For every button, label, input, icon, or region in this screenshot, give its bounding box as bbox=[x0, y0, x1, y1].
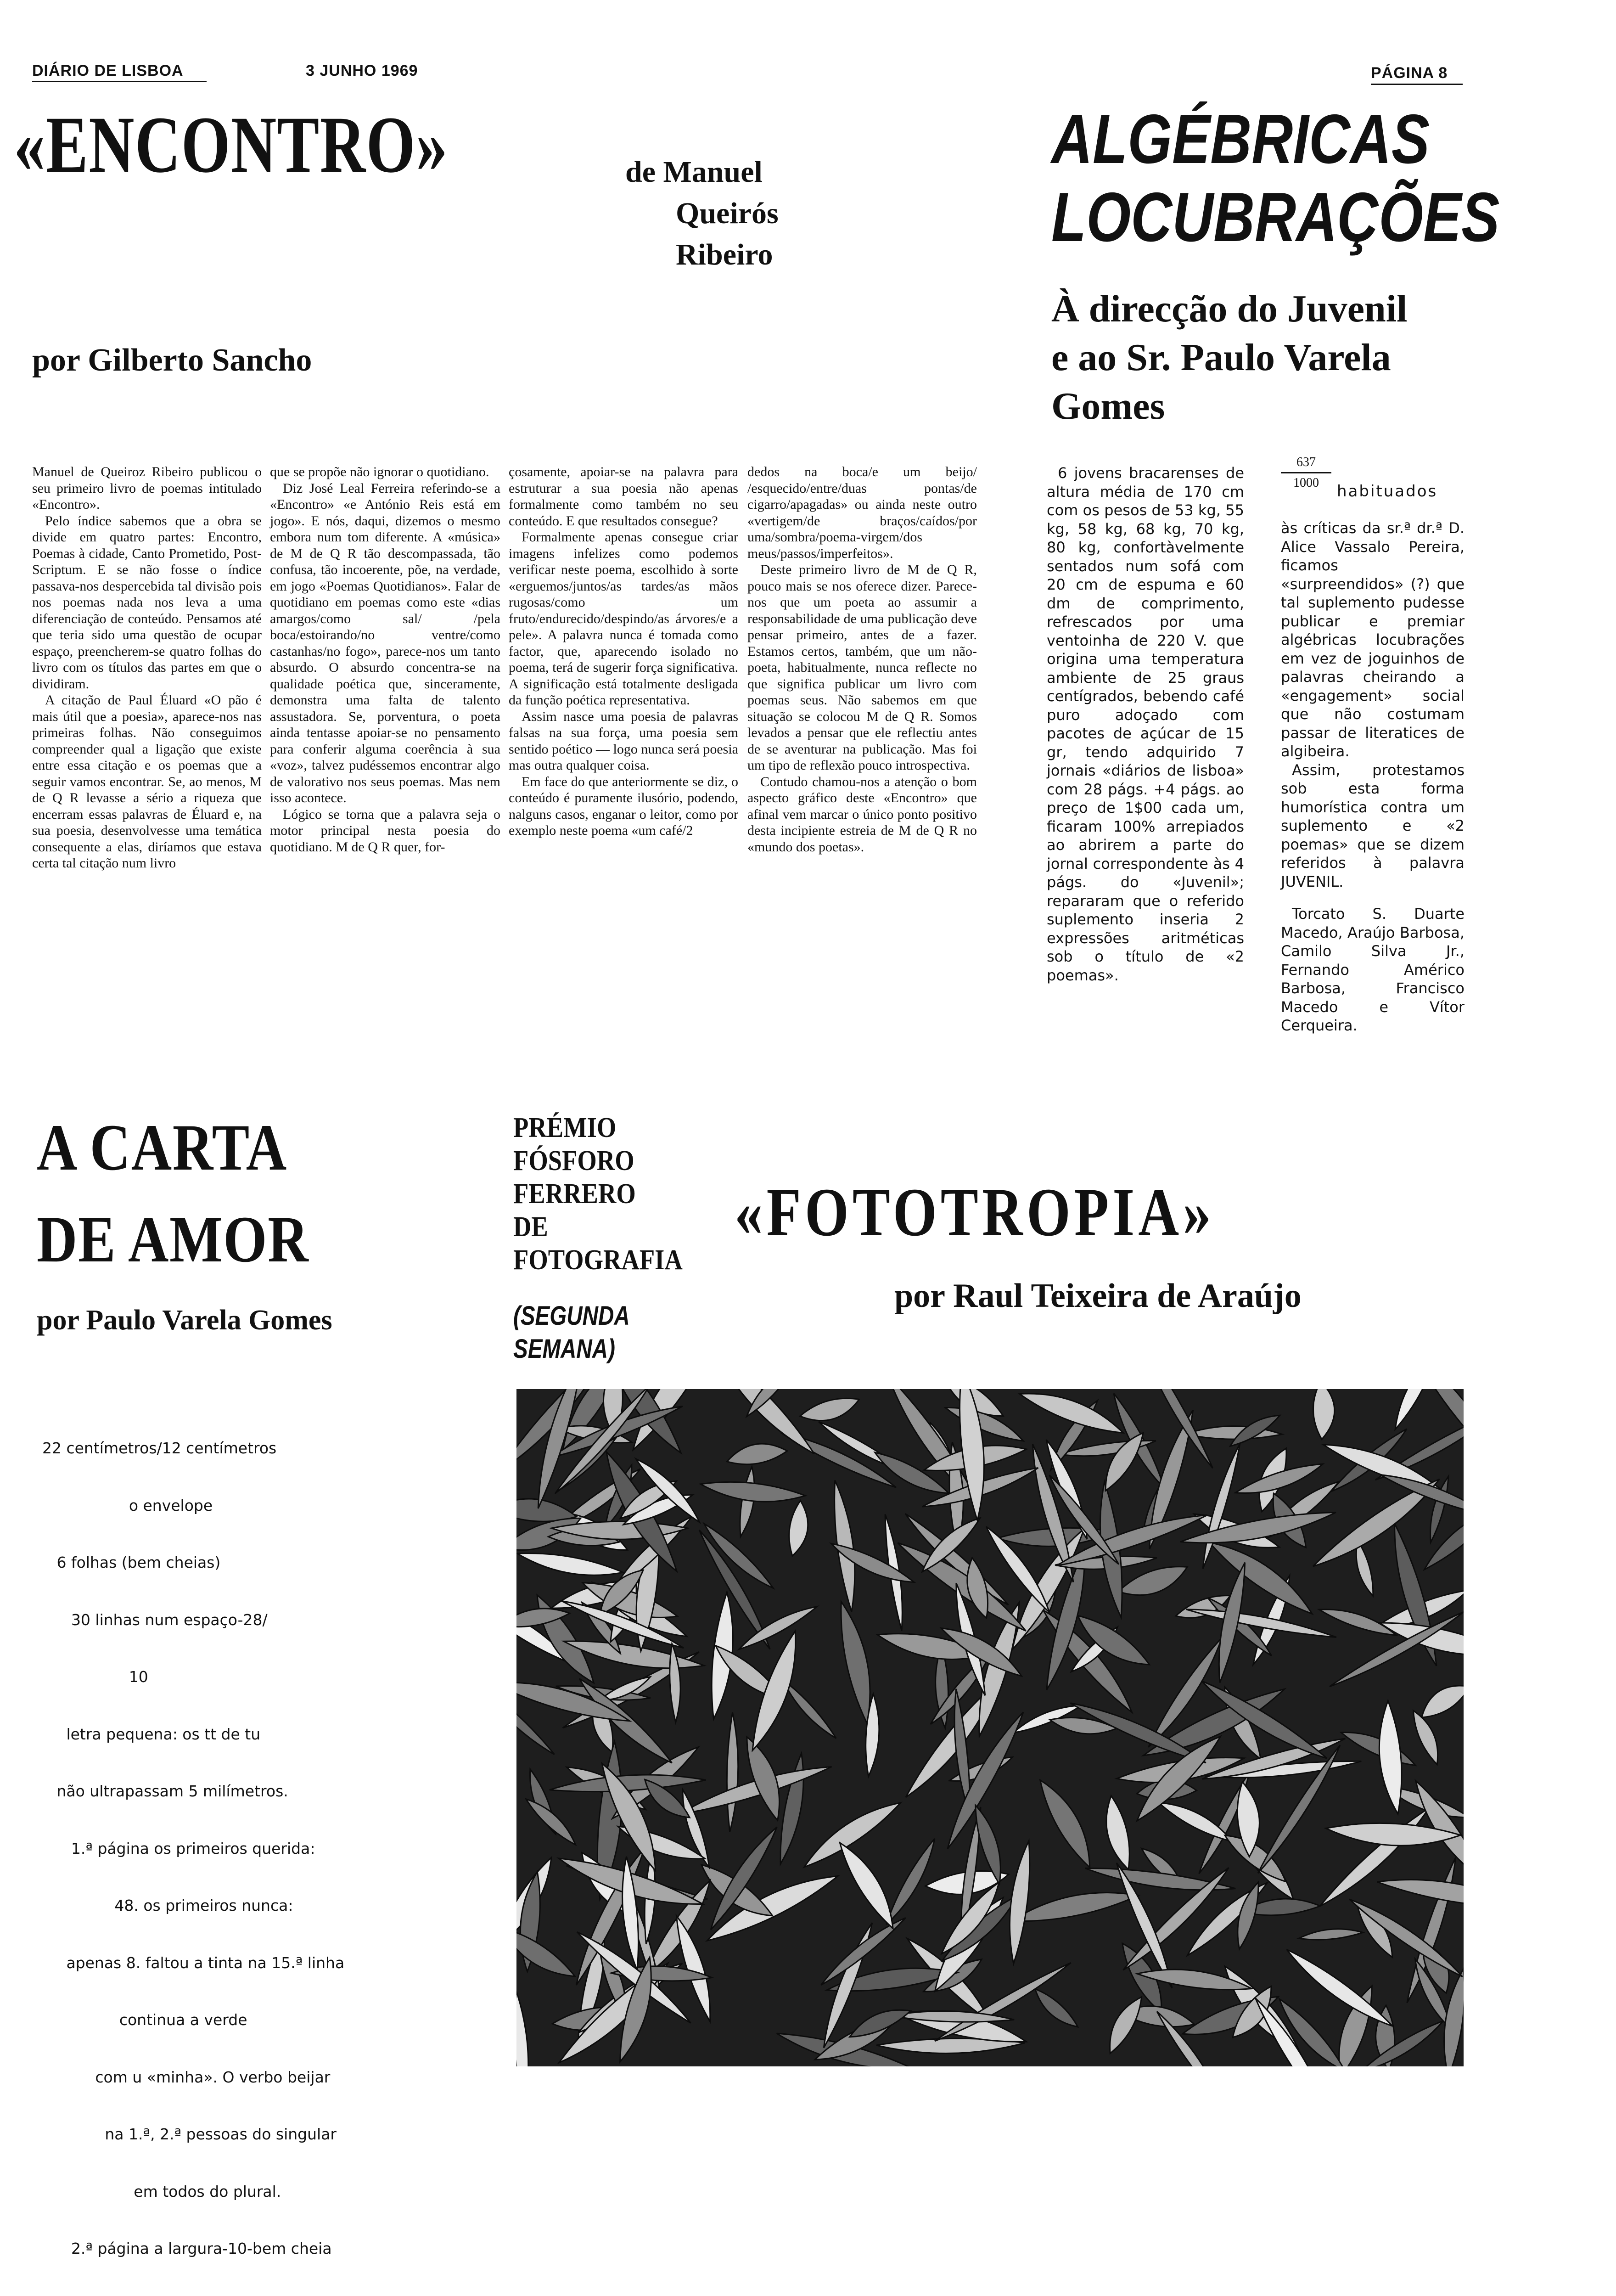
subtitle-line: Queirós bbox=[676, 197, 779, 230]
poem-line: na 1.ª, 2.ª pessoas do singular bbox=[42, 2125, 337, 2143]
premio-line: PRÉMIO bbox=[513, 1112, 617, 1143]
paragraph: Contudo chamou-nos a atenção o bom aspecto gráfico deste «Encontro» que afinal vem marcar o único ponto positivo desta incipiente estreia de M de Q R no «mundo dos poetas». bbox=[747, 774, 977, 855]
paragraph: Formalmente apenas consegue criar imagens infelizes como podemos verificar neste poema, escolhido à sorte «erguemos/juntos/as tardes/as mãos rugosas/como um fruto/endurecido/despindo/as árvores/e a pele». A palavra nunca é tomada como factor, que, aparecendo isolado no poema, terá de sugerir força significativa. A significação está totalmente desligada da função poética representativa. bbox=[509, 529, 738, 708]
deck-line: À direcção do Juvenil bbox=[1051, 287, 1408, 330]
title-line: A CARTA bbox=[37, 1111, 287, 1184]
poem-line: 6 folhas (bem cheias) bbox=[42, 1553, 221, 1571]
algebricas-title bbox=[1051, 100, 1598, 256]
encontro-title: «ENCONTRO» bbox=[14, 100, 449, 190]
paragraph: Deste primeiro livro de M de Q R, pouco mais se nos oferece dizer. Parece-nos que um poeta ao assumir a responsabilidade de uma publicação deve pensar primeiro, antes de a fazer. Estamos certos, também, que um não-poeta, habitualmente, nunca reflecte no que significa publicar um livro com poemas seus. Não sabemos em que situação se colocou M de Q R. Somos levados a pensar que ele reflectiu antes de se aventurar na publicação. Mas foi um tipo de reflexão pouco introspectiva. bbox=[747, 562, 977, 773]
premio-line: FÓSFORO bbox=[513, 1145, 634, 1176]
header-rule-right bbox=[1371, 84, 1463, 85]
paragraph: 6 jovens bracarenses de altura média de 170 cm com os pesos de 53 kg, 55 kg, 58 kg, 68 kg, 70 kg, 80 kg, confortàvelmente sentados num sofá com 20 cm de espuma e 60 dm de comprimento, refrescados por uma ventoinha de 220 V. que origina uma temperatura ambiente de 25 graus centígrados, bebendo café puro adoçado com pacotes de açúcar de 15 gr, tendo adquirido 7 jornais «diários de lisboa» com 28 págs. +4 págs. ao preço de 1$00 cada um, ficaram 100% arrepiados ao abrirem a parte do jornal correspondente às 4 págs. do «Juvenil»; repararam que o referido suplemento inseria 2 expressões aritméticas sob o título de «2 poemas». bbox=[1047, 464, 1244, 984]
paragraph: Manuel de Queiroz Ribeiro publicou o seu primeiro livro de poemas intitulado «Encontro». bbox=[32, 464, 262, 512]
deck-line: Gomes bbox=[1051, 385, 1165, 428]
carta-title bbox=[37, 1102, 357, 1286]
header-rule bbox=[32, 81, 207, 82]
carta-poem bbox=[42, 1401, 344, 2296]
paragraph: Assim nasce uma poesia de palavras falsas na sua força, uma poesia sem sentido poético — logo nunca será poesia mas outra qualquer coisa. bbox=[509, 709, 738, 773]
poem-line: o envelope bbox=[42, 1496, 213, 1514]
paragraph: Em face do que anteriormente se diz, o conteúdo é puramente ilusório, podendo, nalguns casos, enganar o leitor, como por exemplo neste poema «um café/2 bbox=[509, 774, 738, 838]
fraction bbox=[1281, 455, 1331, 490]
title-line: ALGÉBRICAS bbox=[1051, 100, 1430, 178]
encontro-subtitle bbox=[625, 152, 779, 276]
premio-line: FERRERO bbox=[513, 1178, 636, 1210]
fraction-tail: habituados bbox=[1337, 482, 1438, 501]
signatures: Torcato S. Duarte Macedo, Araújo Barbosa, Camilo Silva Jr., Fernando Américo Barbosa, Francisco Macedo e Vítor Cerqueira. bbox=[1281, 905, 1464, 1034]
poem-line: 22 centímetros/12 centímetros bbox=[42, 1439, 277, 1457]
fototropia-byline: por Raul Teixeira de Araújo bbox=[894, 1277, 1302, 1315]
premio-line: FOTOGRAFIA bbox=[513, 1244, 683, 1276]
poem-line: não ultrapassam 5 milímetros. bbox=[42, 1782, 288, 1800]
poem-line: 48. os primeiros nunca: bbox=[42, 1896, 293, 1914]
subtitle-line: Ribeiro bbox=[676, 238, 773, 271]
encontro-column-1 bbox=[32, 464, 262, 872]
algebricas-column-2 bbox=[1281, 519, 1464, 1035]
paragraph: Lógico se torna que a palavra seja o motor principal nesta poesia do quotidiano. M de Q R quer, for- bbox=[270, 806, 500, 855]
paragraph: dedos na boca/e um beijo/ /esquecido/entre/duas pontas/de cigarro/apagadas» ou ainda neste outro «vertigem/de braços/caídos/por uma/sombra/poema-virgem/dos meus/passos/imperfeitos». bbox=[747, 464, 977, 561]
poem-line: 30 linhas num espaço-28/ bbox=[42, 1610, 268, 1629]
premio-week-line: SEMANA) bbox=[513, 1334, 615, 1364]
poem-line: com u «minha». O verbo beijar bbox=[42, 2068, 331, 2086]
leaves-photo-icon bbox=[516, 1389, 1464, 2066]
fraction-numerator: 637 bbox=[1296, 455, 1316, 469]
encontro-byline: por Gilberto Sancho bbox=[32, 343, 312, 378]
paragraph: A citação de Paul Éluard «O pão é mais útil que a poesia», aparece-nos nas primeiras folhas. Não conseguimos compreender qual a ligação que existe entre essa citação e os poemas que a seguir vamos encontrar. Se, ao menos, M de Q R levasse a sério a riqueza que encerram essas palavras de Éluard e, na sua poesia, desenvolvesse uma temática consequente a elas, diríamos que estava certa tal citação num livro bbox=[32, 692, 262, 871]
poem-line: 2.ª página a largura-10-bem cheia bbox=[42, 2240, 332, 2257]
subtitle-line: de Manuel bbox=[625, 155, 763, 189]
title-line: DE AMOR bbox=[37, 1203, 309, 1276]
premio-week bbox=[513, 1300, 655, 1366]
poem-line: em todos do plural. bbox=[42, 2182, 281, 2200]
paragraph: Diz José Leal Ferreira referindo-se a «Encontro» «e António Reis está em jogo». E nós, daqui, dizemos o mesmo embora num tom diferente. A «música» de M de Q R tão descompassada, tão confusa, tão incoerente, põe, na verdade, em jogo «Poemas Quotidianos». Falar de quotidiano em poemas como este «dias amargos/como sal/ /pela boca/estoirando/no ventre/como castanhas/no fogo», parece-nos um tanto absurdo. O absurdo concentra-se na qualidade poética que, sinceramente, demonstra uma falta de talento assustadora. Se, porventura, o poeta ainda tentasse apoiar-se no pensamento para conferir alguma coerência à sua «voz», talvez pudéssemos encontrar algo de valorativo nos seus poemas. Mas nem isso acontece. bbox=[270, 480, 500, 805]
title-line: LOCUBRAÇÕES bbox=[1051, 178, 1500, 256]
premio-week-line: (SEGUNDA bbox=[513, 1301, 630, 1331]
fototropia-title: «FOTOTROPIA» bbox=[735, 1174, 1215, 1250]
issue-date: 3 JUNHO 1969 bbox=[306, 62, 418, 79]
encontro-column-2 bbox=[270, 464, 500, 855]
paragraph: Pelo índice sabemos que a obra se divide em quatro partes: Encontro, Poemas à cidade, Canto Prometido, Post-Scriptum. E se não fosse o índice passava-nos despercebida tal divisão pois nos poemas nada nos leva a uma diferenciação de conteúdo. Pensamos até que teria sido uma questão de ocupar espaço, preencherem-se quatro folhas do livro com os títulos das partes em que o dividiram. bbox=[32, 513, 262, 692]
poem-line: 1.ª página os primeiros querida: bbox=[42, 1839, 315, 1857]
paragraph: às críticas da sr.ª dr.ª D. Alice Vassalo Pereira, ficamos «surpreendidos» (?) que tal suplemento pudesse publicar e premiar algébricas locubrações em vez de joguinhos de palavras cheirando a «engagement» social que não costumam passar de literatices de algibeira. bbox=[1281, 519, 1464, 760]
encontro-column-4 bbox=[747, 464, 977, 855]
poem-line: 10 bbox=[42, 1668, 148, 1686]
deck-line: e ao Sr. Paulo Varela bbox=[1051, 336, 1391, 379]
fraction-denominator: 1000 bbox=[1293, 476, 1319, 490]
page-number: PÁGINA 8 bbox=[1371, 64, 1448, 82]
algebricas-column-1 bbox=[1047, 464, 1244, 985]
carta-byline: por Paulo Varela Gomes bbox=[37, 1305, 332, 1336]
newspaper-name: DIÁRIO DE LISBOA bbox=[32, 62, 184, 79]
poem-line: continua a verde bbox=[42, 2011, 247, 2029]
fraction-bar bbox=[1281, 472, 1331, 473]
paragraph: que se propõe não ignorar o quotidiano. bbox=[270, 464, 489, 479]
poem-line: apenas 8. faltou a tinta na 15.ª linha bbox=[42, 1953, 345, 1972]
leaves-photo bbox=[516, 1389, 1464, 2066]
algebricas-deck bbox=[1051, 285, 1407, 431]
poem-line: letra pequena: os tt de tu bbox=[42, 1725, 261, 1743]
premio-heading bbox=[513, 1111, 683, 1277]
premio-line: DE bbox=[513, 1211, 548, 1243]
encontro-column-3 bbox=[509, 464, 738, 839]
paragraph: Assim, protestamos sob esta forma humorística contra um suplemento e «2 poemas» que se dizem referidos à palavra JUVENIL. bbox=[1281, 761, 1464, 890]
paragraph: çosamente, apoiar-se na palavra para estruturar a sua poesia não apenas formalmente como também no seu conteúdo. E que resultados consegue? bbox=[509, 464, 738, 529]
